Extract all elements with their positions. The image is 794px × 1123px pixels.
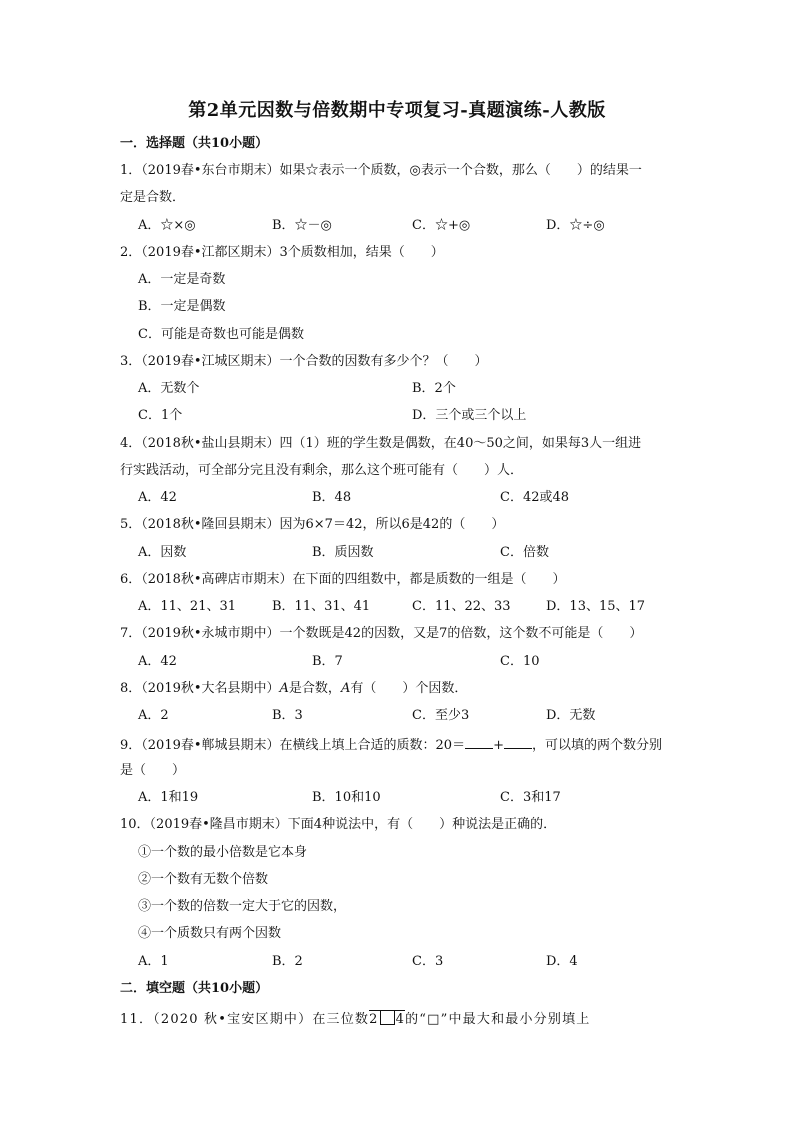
question-11-three-digit-number xyxy=(369,1010,405,1027)
question-4-option-a: A．42 xyxy=(138,490,177,505)
question-3-option-a: A．无数个 xyxy=(138,381,200,396)
question-6-stem: 6．（2018秋•高碑店市期末）在下面的四组数中，都是质数的一组是（ ） xyxy=(120,572,566,587)
question-2-stem: 2．（2019春•江都区期末）3个质数相加，结果（ ） xyxy=(120,245,444,260)
question-1-option-c: C．☆+◎ xyxy=(412,218,471,233)
question-8-option-b: B．3 xyxy=(272,708,303,723)
question-10-statement-2: ②一个数有无数个倍数 xyxy=(138,872,269,887)
question-9-stem-line1 xyxy=(120,736,662,754)
question-7-option-a: A．42 xyxy=(138,654,177,669)
question-2-option-a: A．一定是奇数 xyxy=(138,272,226,287)
question-8-stem-suffix: 有（ ）个因数． xyxy=(350,681,468,696)
question-8-option-a: A．2 xyxy=(138,708,169,723)
question-11-stem-suffix: 的“□”中最大和最小分别填上 xyxy=(405,1012,591,1027)
question-6-option-c: C．11、22、33 xyxy=(412,599,511,614)
question-9-option-a: A．1和19 xyxy=(138,790,199,805)
question-6-option-d: D．13、15、17 xyxy=(546,599,646,614)
question-10-statement-3: ③一个数的倍数一定大于它的因数， xyxy=(138,899,347,914)
question-5-option-b: B．质因数 xyxy=(312,545,374,560)
question-9-option-b: B．10和10 xyxy=(312,790,381,805)
question-11-digit-hundreds: 2 xyxy=(369,1012,379,1027)
section-heading-choice: 一．选择题（共10小题） xyxy=(120,136,269,151)
question-8-variable-a-second: A xyxy=(340,681,351,696)
question-9-plus-sign: + xyxy=(493,738,504,753)
question-11-digit-ones: 4 xyxy=(395,1012,406,1027)
question-10-statement-4: ④一个质数只有两个因数 xyxy=(138,926,282,941)
question-9-option-c: C．3和17 xyxy=(500,790,561,805)
question-7-option-c: C．10 xyxy=(500,654,540,669)
question-2-option-c: C．可能是奇数也可能是偶数 xyxy=(138,327,304,342)
question-4-stem-line1: 4．（2018秋•盐山县期末）四（1）班的学生数是偶数，在40～50之间，如果每3人一组进 xyxy=(120,436,642,451)
question-3-option-c: C．1个 xyxy=(138,408,183,423)
section-heading-fill-in: 二．填空题（共10小题） xyxy=(120,981,269,996)
question-4-stem-line2: 行实践活动，可全部分完且没有剩余，那么这个班可能有（ ）人． xyxy=(120,463,524,478)
question-7-stem: 7．（2019秋•永城市期中）一个数既是42的因数，又是7的倍数，这个数不可能是（ ） xyxy=(120,626,643,641)
question-8-stem-prefix: 8．（2019秋•大名县期中） xyxy=(120,681,280,696)
question-10-option-d: D．4 xyxy=(546,954,578,969)
question-8-variable-a: A xyxy=(279,681,289,696)
question-9-stem-suffix: ，可以填的两个数分别 xyxy=(531,738,662,753)
page-title: 第2单元因数与倍数期中专项复习-真题演练-人教版 xyxy=(188,100,606,121)
question-11-stem xyxy=(120,1010,590,1028)
question-5-option-a: A．因数 xyxy=(138,545,187,560)
question-4-option-c: C．42或48 xyxy=(500,490,570,505)
question-8-option-d: D．无数 xyxy=(546,708,596,723)
question-10-statement-1: ①一个数的最小倍数是它本身 xyxy=(138,845,308,860)
question-8-stem xyxy=(120,681,467,697)
question-9-stem-prefix: 9．（2019春•郸城县期末）在横线上填上合适的质数：20＝ xyxy=(120,738,466,753)
question-10-option-c: C．3 xyxy=(412,954,444,969)
question-9-blank-1 xyxy=(465,736,493,749)
question-3-stem: 3．（2019春•江城区期末）一个合数的因数有多少个？（ ） xyxy=(120,354,488,369)
question-11-stem-prefix: 11．（2020 秋•宝安区期中）在三位数 xyxy=(120,1012,370,1027)
question-1-option-b: B．☆－◎ xyxy=(272,218,332,233)
question-11-blank-box xyxy=(380,1010,395,1025)
question-1-stem-line1: 1．（2019春•东台市期末）如果☆表示一个质数，◎表示一个合数，那么（ ）的结果一 xyxy=(120,163,642,178)
question-6-option-b: B．11、31、41 xyxy=(272,599,371,614)
question-1-stem-line2: 定是合数． xyxy=(120,190,186,205)
question-5-option-c: C．倍数 xyxy=(500,545,549,560)
question-8-stem-middle: 是合数， xyxy=(288,681,341,696)
question-10-option-b: B．2 xyxy=(272,954,303,969)
question-1-option-a: A．☆×◎ xyxy=(138,218,196,233)
question-5-stem: 5．（2018秋•隆回县期末）因为6×7＝42，所以6是42的（ ） xyxy=(120,517,505,532)
question-9-stem-line2: 是（ ） xyxy=(120,763,186,778)
question-6-option-a: A．11、21、31 xyxy=(138,599,237,614)
question-2-option-b: B．一定是偶数 xyxy=(138,299,226,314)
question-3-option-d: D．三个或三个以上 xyxy=(412,408,527,423)
question-8-option-c: C．至少3 xyxy=(412,708,470,723)
question-3-option-b: B．2个 xyxy=(412,381,456,396)
question-9-blank-2 xyxy=(504,736,532,749)
question-10-stem: 10．（2019春•隆昌市期末）下面4种说法中，有（ ）种说法是正确的． xyxy=(120,817,557,832)
question-4-option-b: B．48 xyxy=(312,490,352,505)
question-7-option-b: B．7 xyxy=(312,654,343,669)
question-10-option-a: A．1 xyxy=(138,954,169,969)
question-1-option-d: D．☆÷◎ xyxy=(546,218,605,233)
